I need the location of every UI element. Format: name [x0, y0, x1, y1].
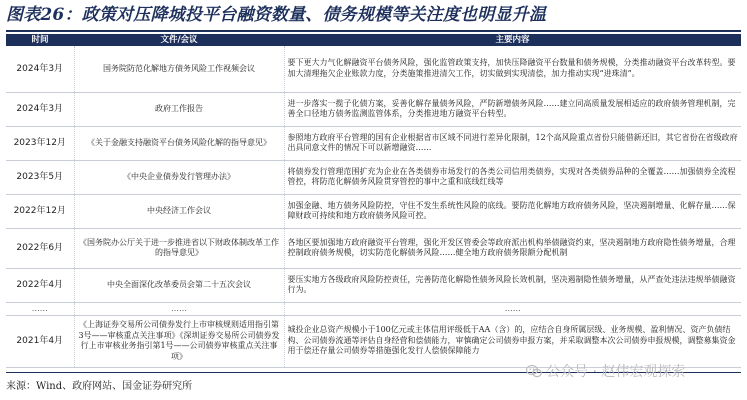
row-date: 2024年3月	[6, 92, 74, 126]
row-content: 加强金融、地方债务风险防控，守住不发生系统性风险的底线。要防范化解地方政府债务风险，坚决遏制增量、化解存量……保障财政可持续和地方政府债务风险可控。	[284, 194, 741, 228]
row-date: 2021年4月	[6, 315, 74, 367]
table-row	[6, 228, 741, 268]
table-row	[6, 160, 741, 194]
title-rule	[6, 30, 741, 32]
table-row	[6, 268, 741, 302]
table-row	[6, 194, 741, 228]
row-content: ……	[284, 302, 741, 315]
table-row	[6, 315, 741, 367]
watermark	[526, 361, 685, 381]
row-file: 《关于金融支持融资平台债务风险化解的指导意见》	[74, 126, 284, 160]
source-note: 来源：Wind、政府网站、国金证券研究所	[6, 381, 193, 392]
row-file: 中央经济工作会议	[74, 194, 284, 228]
table-row	[6, 126, 741, 160]
row-file: ……	[74, 302, 284, 315]
row-file: 政府工作报告	[74, 92, 284, 126]
table-row	[6, 92, 741, 126]
row-content: 进一步落实一揽子化债方案，妥善化解存量债务风险，严防新增债务风险……建立同高质量发展相适应的政府债务管理机制，完善全口径地方债务监测监管体系，分类推进地方融资平台转型。	[284, 92, 741, 126]
policy-table	[6, 34, 741, 368]
row-content: 各地区要加强地方政府融资平台管理，强化开发区管委会等政府派出机构举债融资约束，坚决遏制地方政府隐性债务增量，合理控制政府债务规模，切实防范化解债务风险……健全地方政府债务限额分配机制	[284, 228, 741, 268]
header-date: 时间	[6, 34, 74, 46]
row-date: 2022年6月	[6, 228, 74, 268]
row-content: 要压实地方各级政府风险防控责任，完善防范化解隐性债务风险长效机制，坚决遏制隐性债务增量，从严查处违法违规举债融资行为。	[284, 268, 741, 302]
table-row	[6, 46, 741, 92]
row-content: 参照地方政府平台管理的国有企业根据省市区域不同进行差异化限制，12个高风险重点省份只能借新还旧，其它省份在省级政府出具同意文件的情况下可以新增融资……	[284, 126, 741, 160]
watermark-text: 公众号 · 赵伟宏观探索	[546, 364, 686, 380]
row-content: 城投企业总资产规模小于100亿元或主体信用评级低于AA（含）的，应结合自身所属层级、业务规模、盈利情况、资产负债结构、公司债券流通等评估自身经营和偿债能力，审慎确定公司债券申报方案，并采取调整本次公司债券申报规模，调整募集资金用于偿还存量公司债券等措施强化发行人偿债保障能力	[284, 315, 741, 367]
row-file: 《国务院办公厅关于进一步推进省以下财政体制改革工作的指导意见》	[74, 228, 284, 268]
header-file: 文件/会议	[74, 34, 284, 46]
table-header-row	[6, 34, 741, 46]
table-row-ellipsis	[6, 302, 741, 315]
figure-title: 图表26：政策对压降城投平台融资数量、债务规模等关注度也明显升温	[6, 5, 547, 25]
row-date: ……	[6, 302, 74, 315]
row-file: 《中央企业债券发行管理办法》	[74, 160, 284, 194]
row-content: 将债券发行管理范围扩充为企业在各类债券市场发行的各类公司信用类债券，实现对各类债券品种的全覆盖……加强债券全流程管控，将防范化解债务风险贯穿管控的事中之重和底线红线等	[284, 160, 741, 194]
row-date: 2024年3月	[6, 46, 74, 92]
row-date: 2022年4月	[6, 268, 74, 302]
row-date: 2023年5月	[6, 160, 74, 194]
row-file: 国务院防范化解地方债务风险工作视频会议	[74, 46, 284, 92]
row-date: 2022年12月	[6, 194, 74, 228]
header-content: 主要内容	[284, 34, 741, 46]
row-file: 《上海证券交易所公司债券发行上市审核规则适用指引第3号——审核重点关注事项》《深圳证券交易所公司债券发行上市审核业务指引第1号——公司债券审核重点关注事项》	[74, 315, 284, 367]
row-content: 要下更大力气化解融资平台债务风险，强化监管政策支持，加快压降融资平台数量和债务规模，分类推动融资平台改革转型。要加大清理拖欠企业账款力度，分类施策推进清欠工作，切实做到实现清偿，加力推动实现“进珠清”。	[284, 46, 741, 92]
row-date: 2023年12月	[6, 126, 74, 160]
wechat-icon	[526, 364, 542, 378]
row-file: 中央全面深化改革委员会第二十五次会议	[74, 268, 284, 302]
